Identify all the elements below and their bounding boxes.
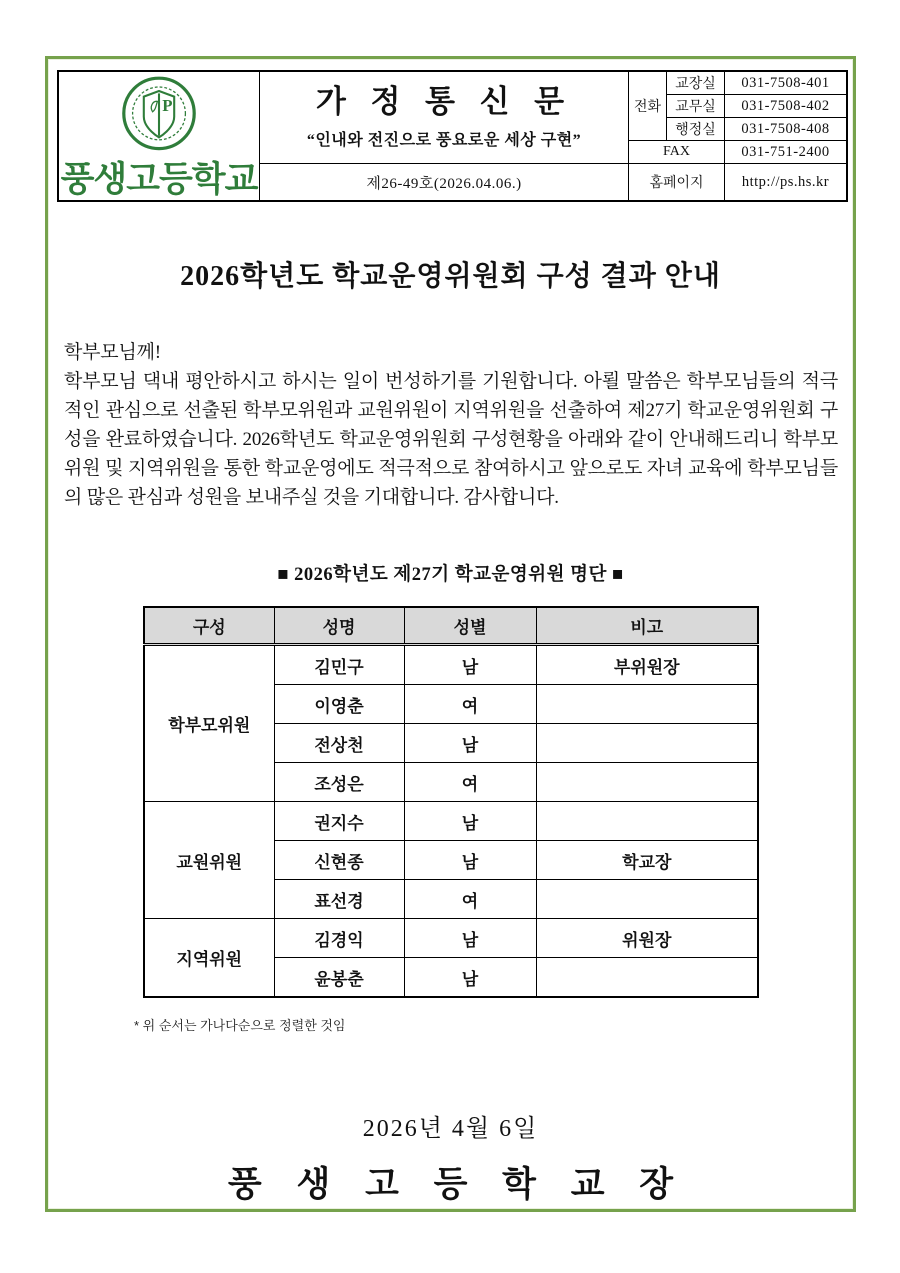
member-note [536,958,758,998]
sort-order-footnote: * 위 순서는 가나다순으로 정렬한 것임 [134,1018,346,1033]
member-note [536,685,758,724]
principal-signature: 풍 생 고 등 학 교 장 [227,1165,687,1204]
letter-paragraph: 학부모님 댁내 평안하시고 하시는 일이 번성하기를 기원합니다. 아뢸 말씀은 학부모님들의 적극적인 관심으로 선출된 학부모위원과 교원위원이 지역위원을 선출하여 제27기 학교운영위원회 구성을 완료하였습니다. 2026학년도 학교운영위원회 구성현황을 아래와 같이 안내해드리니 학부모위원 및 지역위원을 통한 학교운영에도 적극적으로 참여하시고 앞으로도 자녀 교육에 학부모님들의 많은 관심과 성원을 보내주실 것을 기대합니다. 감사합니다. [64,371,838,508]
member-note [536,802,758,841]
school-logo-emblem-icon [118,75,200,155]
member-name: 전상천 [274,724,404,763]
member-gender: 남 [404,645,536,685]
column-header-group: 구성 [144,607,274,645]
fax-label: FAX [629,141,725,164]
greeting-line: 학부모님께! [64,342,161,363]
member-name: 권지수 [274,802,404,841]
member-name: 김민구 [274,645,404,685]
phone-room-principal: 교장실 [667,71,725,95]
svg-text:P: P [162,96,173,115]
member-gender: 여 [404,880,536,919]
member-name: 표선경 [274,880,404,919]
table-row [144,645,758,685]
member-list-title: ■ 2026학년도 제27기 학교운영위원 명단 ■ [277,565,624,585]
document-title: 2026학년도 학교운영위원회 구성 결과 안내 [180,261,721,292]
member-name: 조성은 [274,763,404,802]
phone-room-admin: 행정실 [667,118,725,141]
member-name: 김경익 [274,919,404,958]
member-note: 부위원장 [536,645,758,685]
column-header-name: 성명 [274,607,404,645]
member-name: 윤봉춘 [274,958,404,998]
member-note: 위원장 [536,919,758,958]
member-note [536,763,758,802]
newsletter-title: 가 정 통 신 문 [315,83,573,119]
column-header-note: 비고 [536,607,758,645]
masthead-table [57,70,848,202]
issue-number: 제26-49호(2026.04.06.) [260,164,629,202]
homepage-label: 홈페이지 [629,164,725,202]
member-gender: 남 [404,802,536,841]
member-note: 학교장 [536,841,758,880]
member-gender: 남 [404,919,536,958]
phone-number-principal: 031-7508-401 [725,71,848,95]
member-gender: 남 [404,958,536,998]
table-header-row [144,607,758,645]
committee-members-table [143,606,759,998]
member-note [536,880,758,919]
member-gender: 여 [404,763,536,802]
issue-date: 2026년 4월 6일 [362,1116,539,1142]
table-row [144,919,758,958]
letter-body-block [64,338,838,512]
group-label-parents: 학부모위원 [144,645,274,802]
member-note [536,724,758,763]
group-label-teachers: 교원위원 [144,802,274,919]
phone-number-teachers: 031-7508-402 [725,95,848,118]
fax-number: 031-751-2400 [725,141,848,164]
document-page-border [45,56,856,1212]
table-row [144,802,758,841]
phone-label: 전화 [629,71,667,141]
masthead-title-cell [260,71,629,164]
member-name: 이영춘 [274,685,404,724]
member-gender: 남 [404,841,536,880]
member-gender: 남 [404,724,536,763]
group-label-community: 지역위원 [144,919,274,998]
school-motto: “인내와 전진으로 풍요로운 세상 구현” [306,132,582,150]
homepage-url: http://ps.hs.kr [725,164,848,202]
member-gender: 여 [404,685,536,724]
school-name: 풍생고등학교 [60,160,258,199]
phone-number-admin: 031-7508-408 [725,118,848,141]
school-identity-cell [58,71,260,201]
column-header-gender: 성별 [404,607,536,645]
member-name: 신현종 [274,841,404,880]
phone-room-teachers: 교무실 [667,95,725,118]
